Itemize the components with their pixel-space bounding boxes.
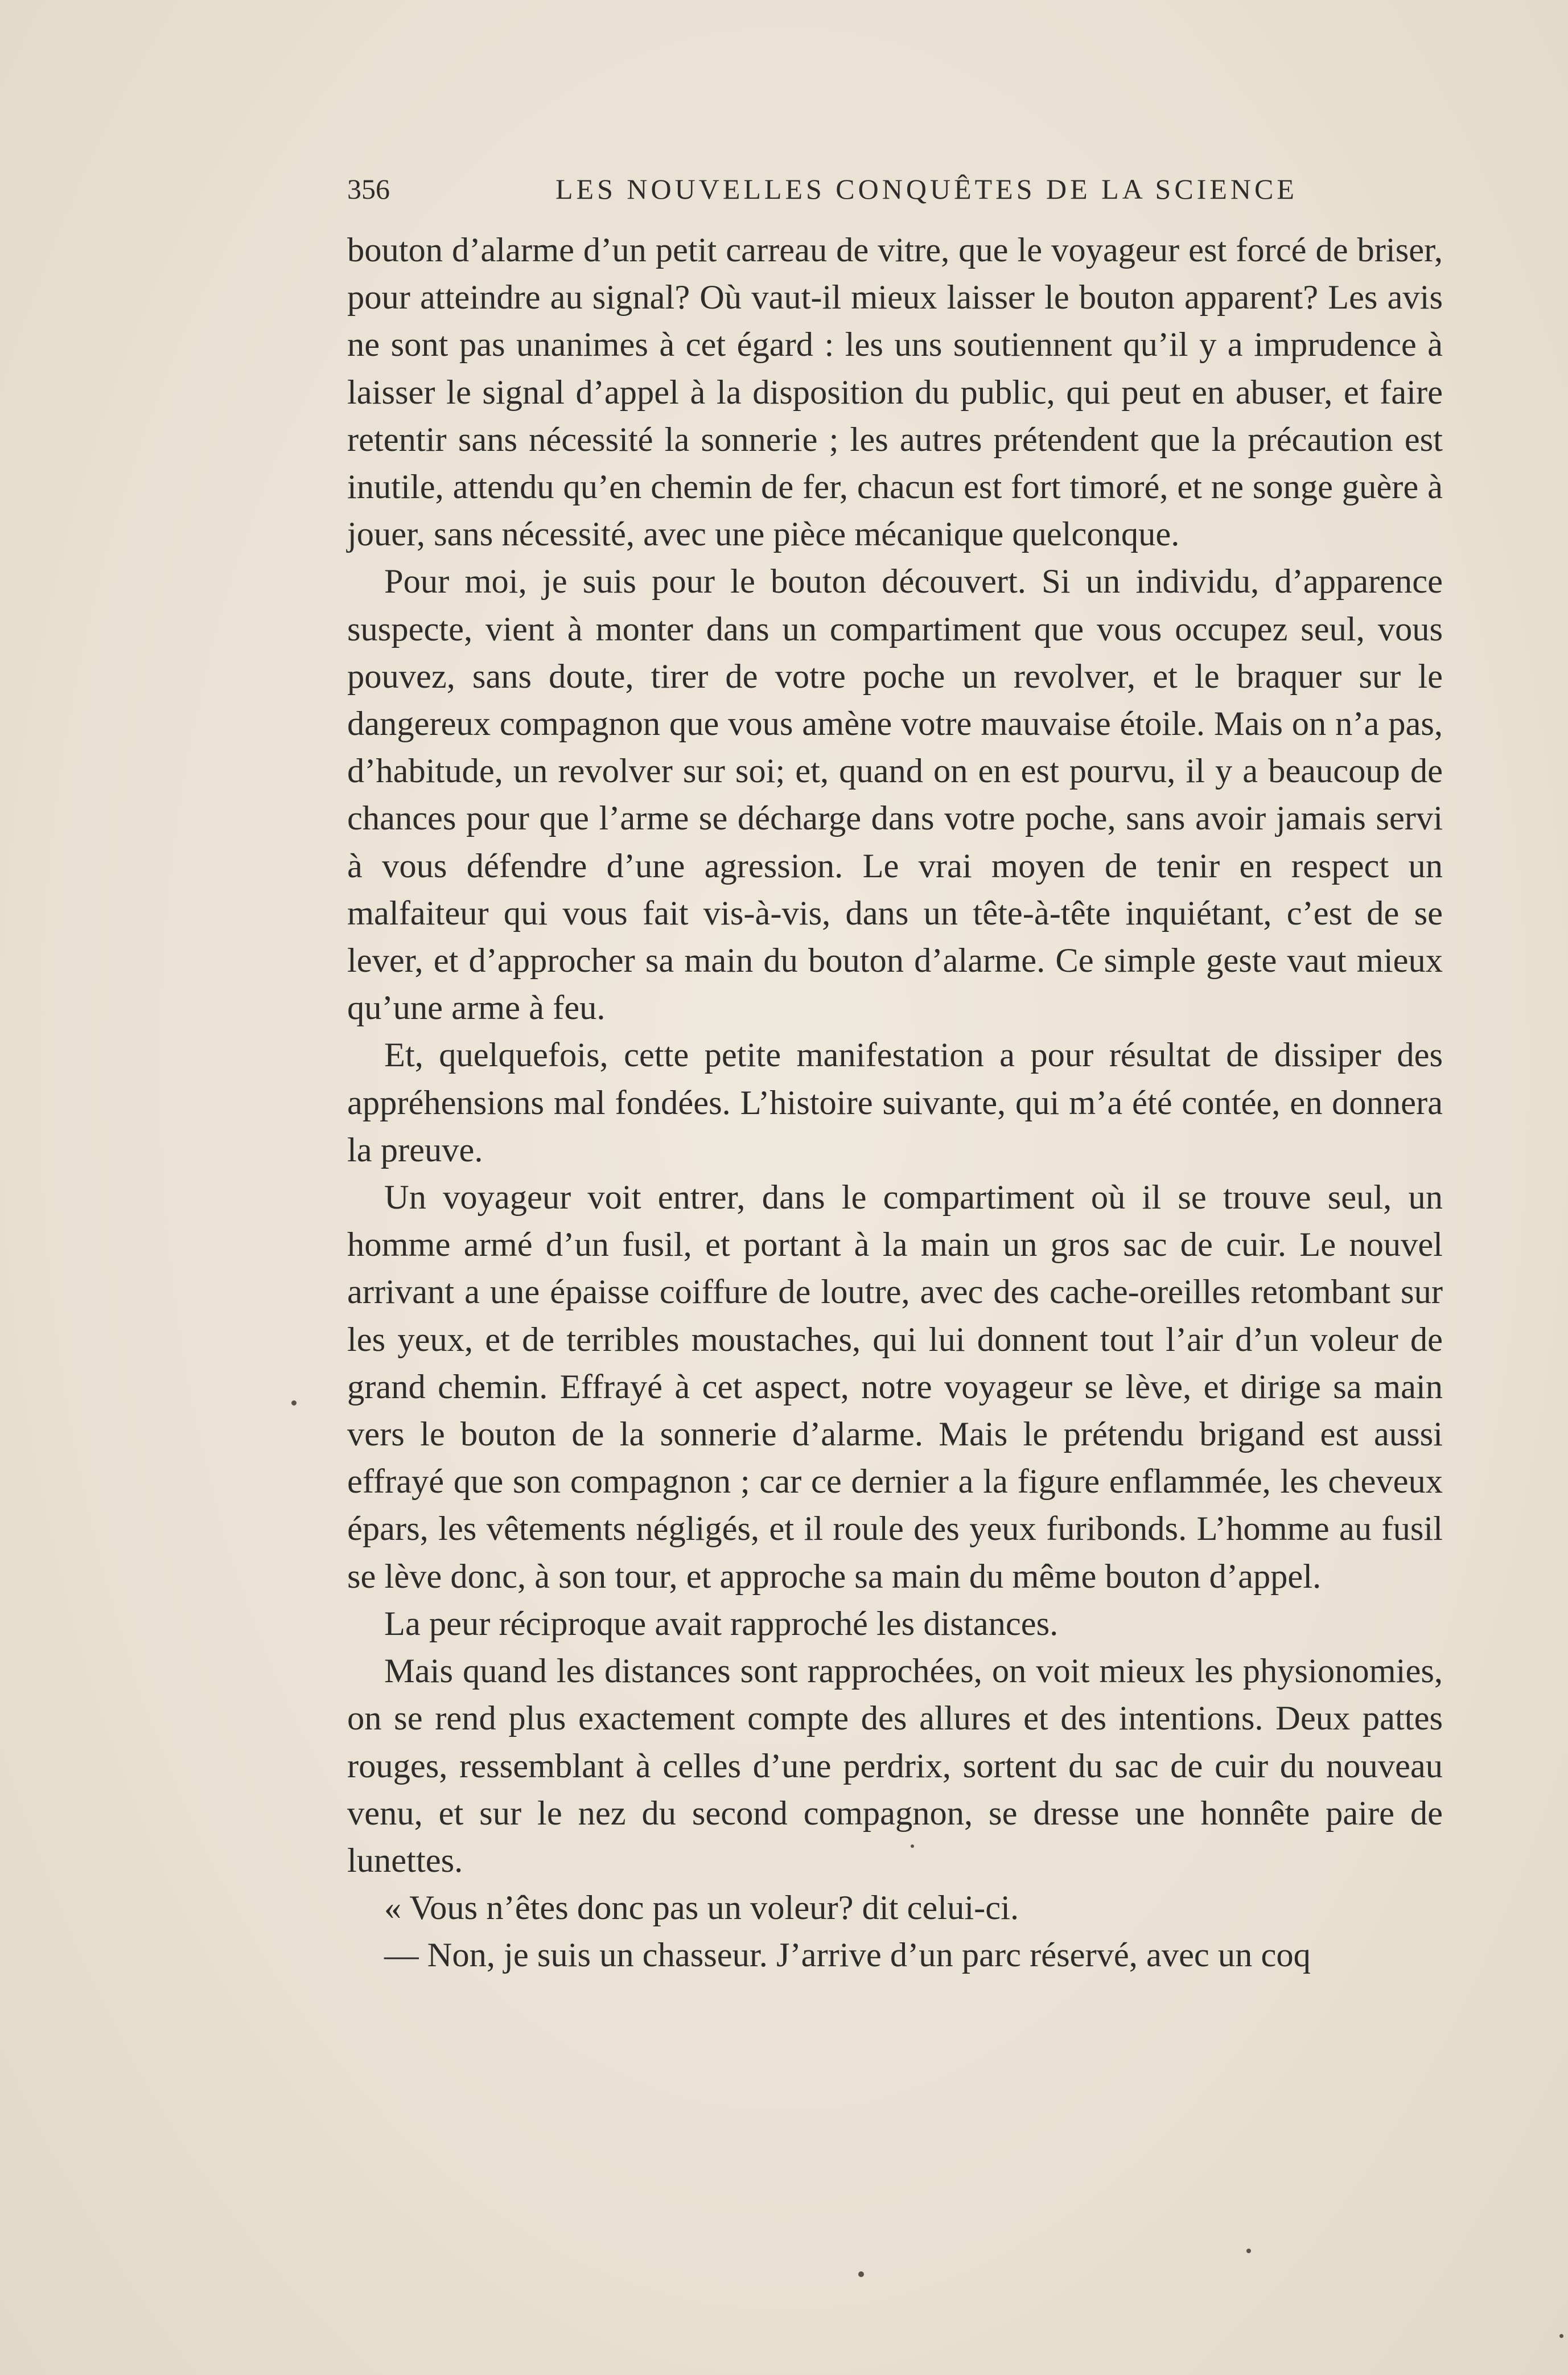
paragraph-6: Mais quand les distances sont rapprochées, on voit mieux les physionomies, on se rend plus exactement compte des allures et des intentions. Deux pattes rouges, ressemblant à celles d’une perdrix, sortent du sac de cuir du nouveau venu, et sur le nez du second compagnon, se dresse une honnête paire de lunettes. [347, 1652, 1443, 1880]
paragraph-1: bouton d’alarme d’un petit carreau de vitre, que le voyageur est forcé de briser, pour atteindre au signal? Où vaut-il mieux laisser le bouton apparent? Les avis ne sont pas unanimes à cet égard : les uns soutiennent qu’il y a imprudence à laisser le signal d’appel à la disposition du public, qui peut en abuser, et faire retentir sans nécessité la sonnerie ; les autres prétendent que la précaution est inutile, attendu qu’en chemin de fer, chacun est fort timoré, et ne songe guère à jouer, sans nécessité, avec une pièce mécanique quelconque. [347, 231, 1443, 554]
paragraph-4: Un voyageur voit entrer, dans le compartiment où il se trouve seul, un homme armé d’un fusil, et portant à la main un gros sac de cuir. Le nouvel arrivant a une épaisse coiffure de loutre, avec des cache-oreilles retombant sur les yeux, et de terribles moustaches, qui lui donnent tout l’air d’un voleur de grand chemin. Effrayé à cet aspect, notre voyageur se lève, et dirige sa main vers le bouton de la sonnerie d’alarme. Mais le prétendu brigand est aussi effrayé que son compagnon ; car ce dernier a la figure enflammée, les cheveux épars, les vêtements négligés, et il roule des yeux furibonds. L’homme au fusil se lève donc, à son tour, et approche sa main du même bouton d’appel. [347, 1178, 1443, 1596]
page-header [347, 172, 1440, 206]
paragraph-5: La peur réciproque avait rapproché les distances. [384, 1604, 1059, 1643]
paragraph-7: « Vous n’êtes donc pas un voleur? dit celui-ci. [384, 1889, 1019, 1928]
body-text [347, 227, 1443, 1979]
paper-speck [291, 1400, 297, 1406]
paper-speck [858, 2271, 864, 2277]
paper-speck [1559, 2334, 1563, 2338]
paragraph-2: Pour moi, je suis pour le bouton découvert. Si un individu, d’apparence suspecte, vient à monter dans un compartiment que vous occupez seul, vous pouvez, sans doute, tirer de votre poche un revolver, et le braquer sur le dangereux compagnon que vous amène votre mauvaise étoile. Mais on n’a pas, d’habitude, un revolver sur soi; et, quand on en est pourvu, il y a beaucoup de chances pour que l’arme se décharge dans votre poche, sans avoir jamais servi à vous défendre d’une agression. Le vrai moyen de tenir en respect un malfaiteur qui vous fait vis-à-vis, dans un tête-à-tête inquiétant, c’est de se lever, et d’approcher sa main du bouton d’alarme. Ce simple geste vaut mieux qu’une arme à feu. [347, 562, 1443, 1028]
paragraph-3: Et, quelquefois, cette petite manifestation a pour résultat de dissiper des appréhensions mal fondées. L’histoire suivante, qui m’a été contée, en donnera la preuve. [347, 1036, 1443, 1169]
running-title: LES NOUVELLES CONQUÊTES DE LA SCIENCE [555, 173, 1298, 205]
paper-speck [1246, 2249, 1251, 2253]
paragraph-8: — Non, je suis un chasseur. J’arrive d’un parc réservé, avec un coq [384, 1936, 1311, 1975]
page-number: 356 [347, 173, 390, 205]
paper-speck [911, 1844, 914, 1848]
